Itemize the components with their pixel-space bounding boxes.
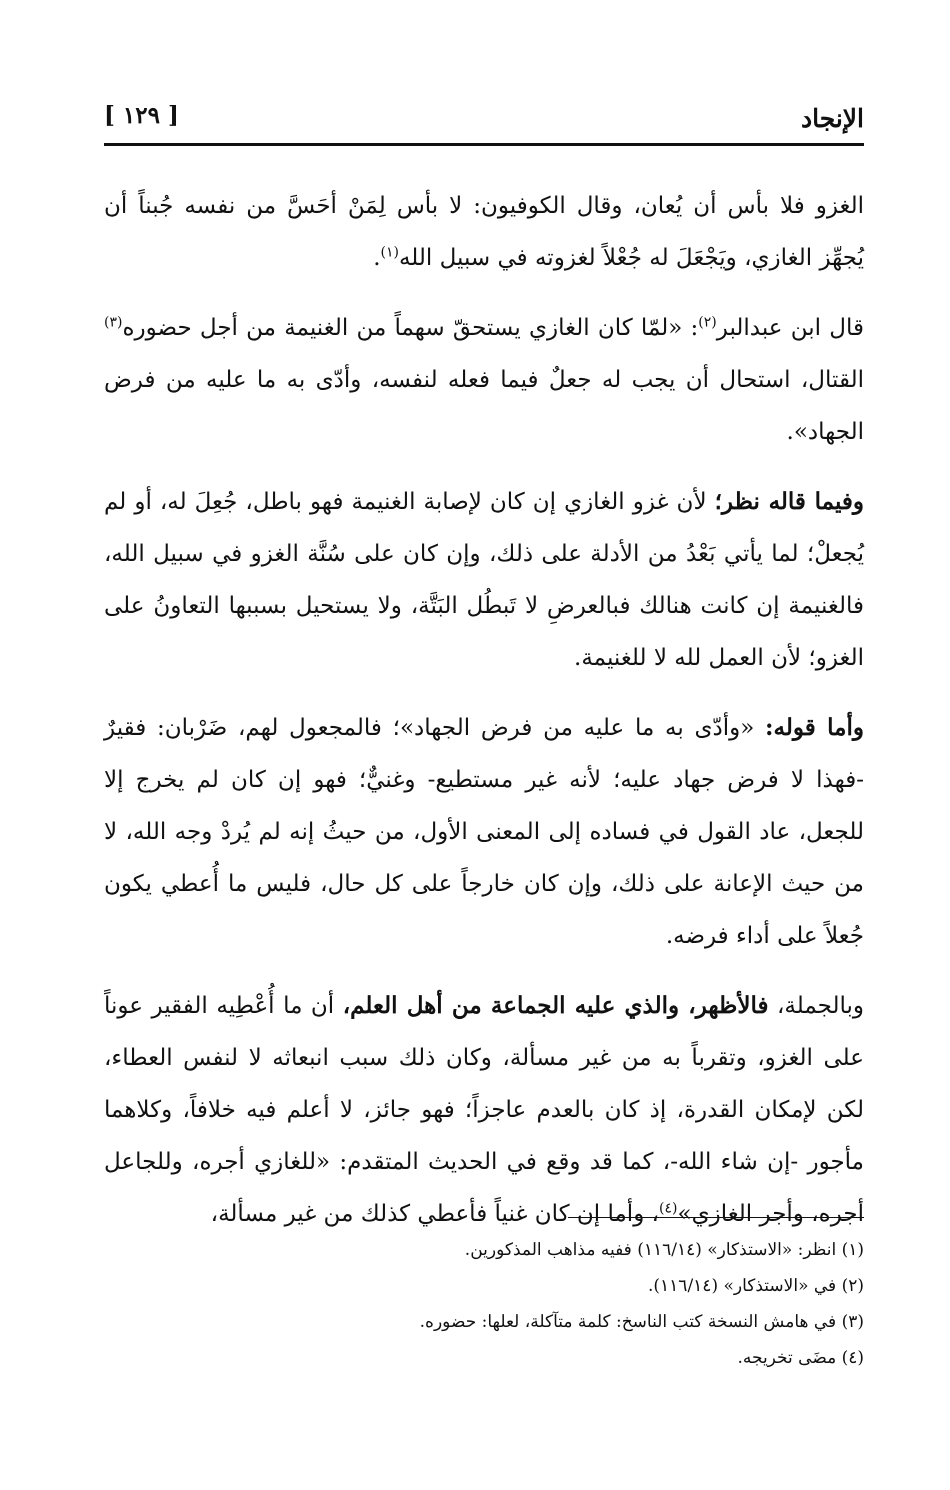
paragraph-tail: . — [373, 245, 381, 271]
main-text — [104, 180, 864, 1258]
paragraph-tail: ، وأما إن كان غنياً فأعطي كذلك من غير مسألة، — [210, 1201, 660, 1227]
header-rule — [104, 143, 864, 146]
footnote-ref-3[interactable]: (٣) — [104, 314, 123, 331]
footnote-1: (١) انظر: «الاستذكار» (١١٦/١٤) ففيه مذاهب المذكورين. — [464, 1240, 864, 1260]
paragraph-tail-2: القتال، استحال أن يجب له جعلٌ فيما فعله لنفسه، وأدّى به ما عليه من فرض الجهاد». — [104, 367, 864, 445]
paragraph-tail: : «لمّا كان الغازي يستحقّ سهماً من الغنيمة من أجل حضوره — [122, 315, 699, 341]
footnote-2: (٢) في «الاستذكار» (١١٦/١٤). — [648, 1276, 864, 1296]
paragraph-text: أن ما أُعْطِيه الفقير عوناً على الغزو، وتقرباً به من غير مسألة، وكان ذلك سبب انبعاثه لا لنفس العطاء، لكن لإمكان القدرة، إذ كان بالعدم عاجزاً؛ فهو جائز، لا أعلم فيه خلافاً، وكلاهما مأجور -إن شاء الله-، كما قد وقع في الحديث المتقدم: «للغازي أجره، وللجاعل أجره، وأجر الغازي» — [104, 993, 864, 1227]
paragraph-4 — [104, 702, 864, 962]
footnote-rule — [568, 1217, 864, 1218]
paragraph-pre: وبالجملة، — [768, 993, 864, 1019]
paragraph-text: «وأدّى به ما عليه من فرض الجهاد»؛ فالمجعول لهم، ضَرْبان: فقيرٌ -فهذا لا فرض جهاد عليه؛ لأنه غير مستطيع- وغنيٌّ؛ فهو إن كان لم يخرج إلا للجعل، عاد القول في فساده إلى المعنى الأول، من حيثُ إنه لم يُردْ وجه الله، لا من حيث الإعانة على ذلك، وإن كان خارجاً على كل حال، فليس ما أُعطي يكون جُعلاً على أداء فرضه. — [104, 715, 864, 949]
chapter-title: الإنجاد — [800, 104, 864, 133]
paragraph-text: قال ابن عبدالبر — [716, 315, 864, 341]
paragraph-2 — [104, 302, 864, 458]
footnote-ref-1[interactable]: (١) — [380, 244, 399, 261]
paragraph-3 — [104, 476, 864, 684]
footnotes — [104, 1232, 864, 1376]
paragraph-lead: وأما قوله: — [765, 714, 864, 741]
page-header — [104, 98, 864, 138]
paragraph-text: لأن غزو الغازي إن كان لإصابة الغنيمة فهو باطل، جُعِلَ له، أو لم يُجعلْ؛ لما يأتي بَعْدُ من الأدلة على ذلك، وإن كان على سُنَّة الغزو في سبيل الله، فالغنيمة إن كانت هنالك فبالعرضِ لا تَبطُل البَتَّة، ولا يستحيل بسببها التعاونُ على الغزو؛ لأن العمل لله لا للغنيمة. — [104, 489, 864, 671]
footnote-ref-2[interactable]: (٢) — [698, 314, 717, 331]
footnote-ref-4[interactable]: (٤) — [659, 1200, 678, 1217]
paragraph-1 — [104, 180, 864, 284]
paragraph-5 — [104, 980, 864, 1240]
paragraph-text: الغزو فلا بأس أن يُعان، وقال الكوفيون: لا بأس لِمَنْ أحَسَّ من نفسه جُبناً أن يُجهِّز الغازي، ويَجْعَلَ له جُعْلاً لغزوته في سبيل الله — [104, 193, 864, 271]
footnote-4: (٤) مضَى تخريجه. — [737, 1348, 864, 1368]
footnote-3: (٣) في هامش النسخة كتب الناسخ: كلمة متآكلة، لعلها: حضوره. — [419, 1312, 864, 1332]
paragraph-bold-run: فالأظهر، والذي عليه الجماعة من أهل العلم، — [342, 992, 769, 1019]
paragraph-lead: وفيما قاله نظر؛ — [714, 488, 864, 515]
page-number: [ ١٢٩ ] — [104, 102, 179, 129]
